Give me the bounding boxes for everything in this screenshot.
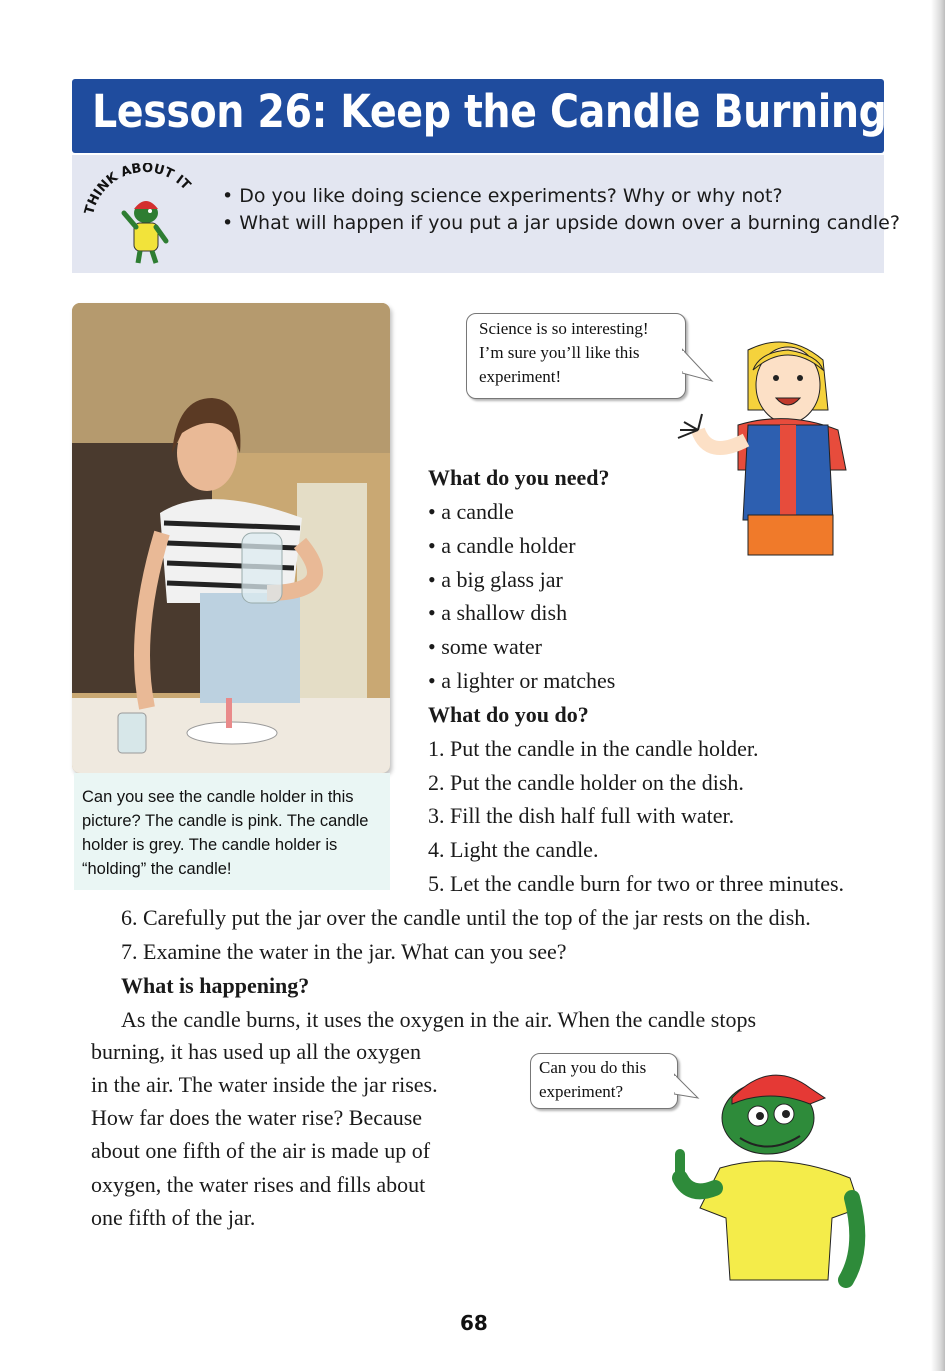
experiment-photo	[72, 303, 390, 773]
happening-line: one fifth of the jar.	[91, 1205, 256, 1230]
photo-caption-box	[74, 773, 390, 890]
do-step: 5. Let the candle burn for two or three minutes.	[428, 871, 845, 896]
need-item: • some water	[428, 634, 542, 659]
need-item: • a big glass jar	[428, 567, 563, 592]
girl-character-illustration	[668, 330, 858, 560]
turtle-bubble-line-2: experiment?	[539, 1082, 624, 1101]
happening-heading: What is happening?	[121, 973, 310, 998]
think-about-it-logo	[80, 163, 210, 268]
think-about-it-logo-text: THINK ABOUT IT	[82, 163, 194, 217]
need-item: • a shallow dish	[428, 600, 568, 625]
need-item: • a candle holder	[428, 533, 576, 558]
think-question-1: • Do you like doing science experiments? Why or why not?	[222, 185, 783, 207]
girl-bubble-line-2: I’m sure you’ll like this	[479, 343, 640, 362]
girl-speech-bubble	[466, 313, 686, 399]
think-question-2: • What will happen if you put a jar upside down over a burning candle?	[222, 212, 900, 234]
turtle-bubble-line-1: Can you do this	[539, 1058, 647, 1077]
girl-bubble-line-1: Science is so interesting!	[479, 319, 649, 338]
happening-line: in the air. The water inside the jar rises.	[91, 1072, 438, 1097]
photo-caption: Can you see the candle holder in this picture? The candle is pink. The candle holder is grey. The candle holder is “holding” the candle!	[82, 788, 369, 878]
turtle-speech-bubble	[530, 1053, 678, 1109]
page-edge-shadow	[931, 0, 945, 1371]
turtle-character-illustration	[660, 1058, 880, 1288]
need-item: • a candle	[428, 499, 514, 524]
think-about-it-box	[72, 155, 900, 273]
do-step: 4. Light the candle.	[428, 837, 599, 862]
do-heading: What do you do?	[428, 702, 589, 727]
lesson-title: Lesson 26: Keep the Candle Burning	[92, 85, 887, 138]
do-step: 6. Carefully put the jar over the candle until the top of the jar rests on the dish.	[121, 905, 811, 930]
lesson-title-bar	[72, 79, 887, 153]
do-step: 7. Examine the water in the jar. What can you see?	[121, 939, 567, 964]
do-step: 2. Put the candle holder on the dish.	[428, 770, 744, 795]
page-number: 68	[460, 1311, 488, 1335]
do-step: 1. Put the candle in the candle holder.	[428, 736, 759, 761]
need-heading: What do you need?	[428, 465, 610, 490]
do-step: 3. Fill the dish half full with water.	[428, 803, 735, 828]
happening-line: How far does the water rise? Because	[91, 1105, 423, 1130]
need-item: • a lighter or matches	[428, 668, 616, 693]
girl-bubble-line-3: experiment!	[479, 367, 562, 386]
happening-line: As the candle burns, it uses the oxygen in the air. When the candle stops	[121, 1007, 757, 1032]
happening-line: oxygen, the water rises and fills about	[91, 1172, 426, 1197]
happening-line: burning, it has used up all the oxygen	[91, 1039, 421, 1064]
happening-line: about one fifth of the air is made up of	[91, 1138, 431, 1163]
